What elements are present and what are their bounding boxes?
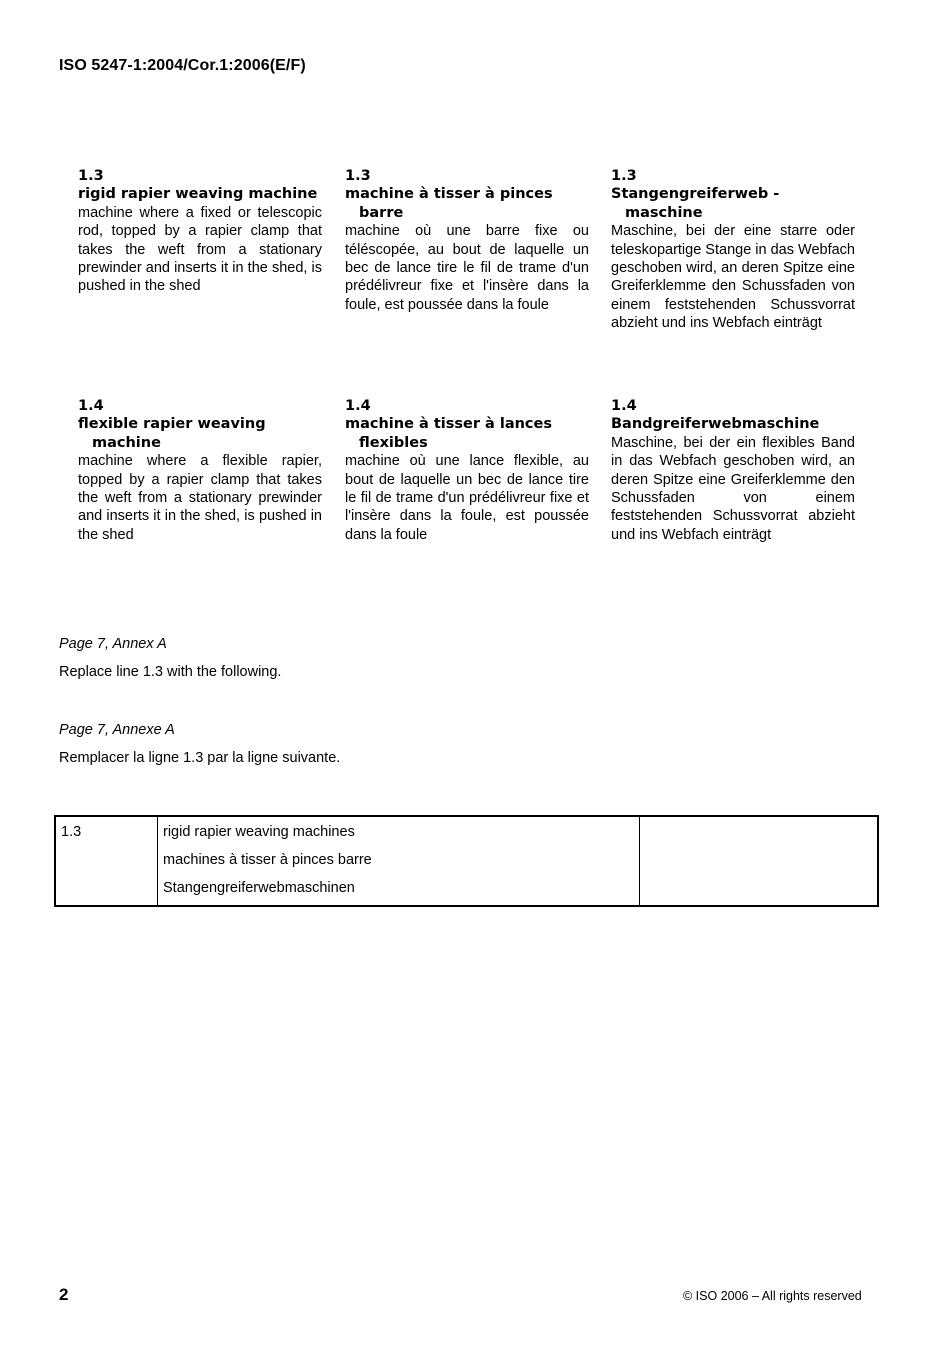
entry-definition: machine where a fixed or telescopic rod, topped by a rapier clamp that takes the weft from a stationary prewinder and inserts it in the shed, is pushed in the shed [78,204,322,295]
entry-number: 1.4 [78,398,104,414]
entry-term: flexible rapier weaving machine [78,416,266,451]
term-line-en: rigid rapier weaving machines [163,824,355,840]
entry-fr-1-4 [345,397,589,544]
entry-number: 1.3 [611,168,637,184]
entry-term: Stangengreiferweb - maschine [611,186,780,221]
copyright-notice: © ISO 2006 – All rights reserved [683,1289,862,1303]
entry-en-1-3 [78,167,322,296]
entry-number: 1.4 [345,398,371,414]
page-number: 2 [59,1285,69,1304]
entry-de-1-4 [611,397,855,544]
entry-de-1-3 [611,167,855,333]
entry-term: machine à tisser à lances flexibles [345,416,552,451]
term-line-de: Stangengreiferwebmaschinen [163,880,355,896]
entry-definition: machine où une barre fixe ou téléscopée, au bout de laquelle un bec de lance tire le fil de trame d'un prédélivreur fixe et l'insère dans la foule, est poussée dans la foule [345,223,589,313]
table-cell-empty [640,816,879,906]
document-header: ISO 5247-1:2004/Cor.1:2006(E/F) [59,57,306,74]
entry-number: 1.3 [78,168,104,184]
replacement-table [54,815,879,907]
term-line-fr: machines à tisser à pinces barre [163,852,372,868]
table-cell-number: 1.3 [55,816,158,906]
entry-term: machine à tisser à pinces barre [345,186,553,221]
table-cell-terms [158,816,640,906]
entry-fr-1-3 [345,167,589,314]
entry-number: 1.3 [345,168,371,184]
note-fr-text: Remplacer la ligne 1.3 par la ligne suivante. [59,750,341,766]
entry-definition: Maschine, bei der ein flexibles Band in das Webfach geschoben wird, an deren Spitze eine Greiferklemme den Schussfaden von einem feststehenden Schussvorrat abzieht und ins Webfach einträgt [611,434,855,543]
entry-en-1-4 [78,397,322,544]
entry-definition: Maschine, bei der eine starre oder teleskopartige Stange in das Webfach geschoben wird, an deren Spitze eine Greiferklemme den Schussfaden von einem feststehenden Schussvorrat abzieht und ins Webfach einträgt [611,223,855,332]
entry-definition: machine où une lance flexible, au bout de laquelle un bec de lance tire le fil de trame d'un prédélivreur fixe et l'insère dans la foule, est poussée dans la foule [345,453,589,543]
entry-number: 1.4 [611,398,637,414]
entry-definition: machine where a flexible rapier, topped by a rapier clamp that takes the weft from a stationary prewinder and inserts it in the shed, is pushed in the shed [78,453,322,543]
entry-term: Bandgreiferwebmaschine [611,416,820,433]
note-en-reference: Page 7, Annex A [59,636,167,652]
note-en-text: Replace line 1.3 with the following. [59,664,282,680]
table-row [55,816,878,906]
note-fr-reference: Page 7, Annexe A [59,722,175,738]
entry-term: rigid rapier weaving machine [78,186,318,203]
